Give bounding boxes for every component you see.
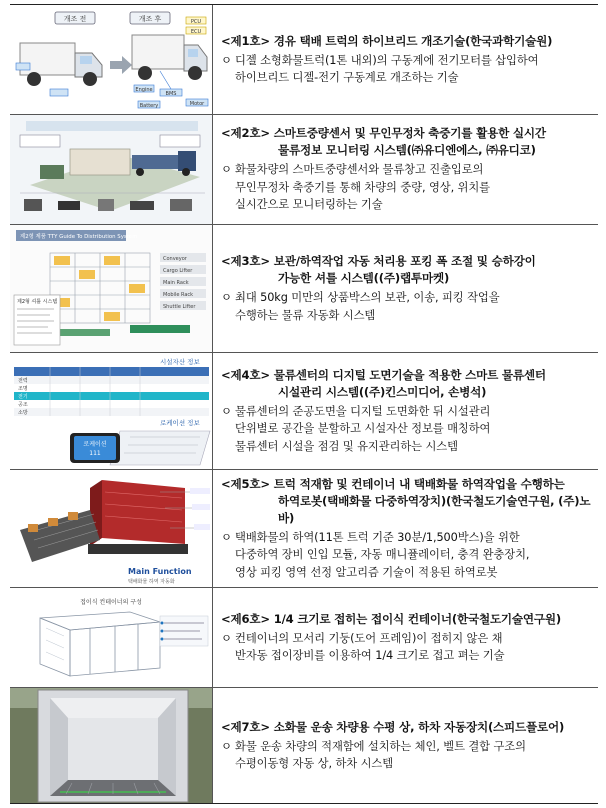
item-title: <제6호> 1/4 크기로 접히는 접이식 컨테이너(한국철도기술연구원): [221, 611, 562, 626]
item-title: <제7호> 소화물 운송 차량용 수평 상, 하차 자동장치(스피드플로어): [221, 719, 565, 734]
label-after: 개조 후: [138, 15, 162, 23]
item-title: <제2호> 스마트중량센서 및 무인무정차 축중기를 활용한 실시간 물류정보 모니터링 시스템(㈜유디엔에스, ㈜유디코): [221, 126, 546, 158]
svg-text:PCU: PCU: [190, 19, 202, 25]
svg-text:접이식 컨테이너의 구성: 접이식 컨테이너의 구성: [80, 599, 142, 606]
item-description: ㅇ 물류센터의 준공도면을 디지털 도면화한 뒤 시설관리 단위별로 공간을 분할하고 시설자산 정보를 매칭하여 물류센터 시설을 점검 및 유지관리하는 시스템: [221, 404, 491, 453]
hybrid-truck-image: [10, 5, 213, 114]
svg-text:ECU: ECU: [190, 29, 202, 35]
item-description: ㅇ 화물 운송 차량의 적재함에 설치하는 체인, 벨트 결합 구조의 수평이동형 자동 상, 하차 시스템: [221, 739, 526, 770]
svg-text:BMS: BMS: [165, 91, 177, 97]
item-title: <제4호> 물류센터의 디지털 도면기술을 적용한 스마트 물류센터 시설관리 시스템((주)킨스미디어, 손병석): [221, 367, 546, 399]
table-row: [10, 688, 598, 803]
item-description: ㅇ 최대 50kg 미만의 상품박스의 보관, 이송, 피킹 작업을 수행하는 물류 자동화 시스템: [221, 291, 500, 322]
svg-text:전기: 전기: [18, 394, 28, 400]
label-before: 개조 전: [63, 15, 87, 23]
shuttle-system-image: [10, 225, 213, 352]
item-text: [221, 353, 594, 469]
item-title: <제5호> 트럭 적재함 및 컨테이너 내 택배화물 하역작업을 수행하는 하역로봇(택배화물 다중하역장치)(한국철도기술연구원, (주)노바): [221, 476, 591, 525]
table-row: [10, 353, 598, 470]
svg-text:Engine: Engine: [135, 87, 153, 93]
folding-container-image: [10, 588, 213, 687]
svg-text:로케이션 정보: 로케이션 정보: [160, 419, 200, 427]
svg-text:제2형 셔틀 시스템: 제2형 셔틀 시스템: [17, 299, 58, 305]
svg-text:111: 111: [89, 450, 101, 457]
svg-text:Main Rack: Main Rack: [163, 280, 189, 286]
svg-text:소방: 소방: [18, 410, 28, 416]
facility-management-image: [10, 353, 213, 469]
svg-text:공조: 공조: [18, 402, 28, 408]
table-row: [10, 115, 598, 225]
svg-text:로케이션: 로케이션: [83, 441, 107, 448]
table-row: [10, 225, 598, 353]
item-text: [221, 470, 594, 587]
item-text: [221, 115, 594, 224]
svg-text:전력: 전력: [18, 378, 28, 384]
table-row: [10, 588, 598, 688]
weight-sensor-image: [10, 115, 213, 224]
item-description: ㅇ 화물차량의 스마트중량센서와 물류창고 진출입로의 무인무정차 축중기를 통해 차량의 중량, 영상, 위치를 실시간으로 모니터링하는 기술: [221, 163, 490, 212]
svg-text:택배화물 하역 자동화: 택배화물 하역 자동화: [128, 579, 175, 585]
svg-text:Main Function: Main Function: [128, 567, 192, 576]
svg-text:Conveyor: Conveyor: [163, 256, 187, 262]
item-description: ㅇ 컨테이너의 모서리 기둥(도어 프레임)이 접히지 않은 채 반자동 접이장비를 이용하여 1/4 크기로 접고 펴는 기술: [221, 631, 505, 662]
item-title: <제1호> 경유 택배 트럭의 하이브리드 개조기술(한국과학기술원): [221, 33, 553, 48]
unloading-robot-image: [10, 470, 213, 587]
item-text: [221, 5, 594, 114]
svg-text:Cargo Lifter: Cargo Lifter: [163, 268, 193, 274]
svg-text:제2형 제품 TTY Guide To Distributi: 제2형 제품 TTY Guide To Distribution System: [20, 234, 138, 240]
item-text: [221, 688, 594, 803]
svg-text:Motor: Motor: [189, 101, 205, 107]
svg-text:조명: 조명: [18, 386, 28, 392]
item-description: ㅇ 택배화물의 하역(11톤 트럭 기준 30분/1,500박스)을 위한 다중하역 장비 인입 모듈, 자동 매니퓰레이터, 충격 완충장치, 영상 피킹 영역 선정 알고리즘 기술이 적용된 하역로봇: [221, 530, 530, 579]
svg-text:Battery: Battery: [139, 103, 159, 109]
table-row: [10, 5, 598, 115]
technology-table: [10, 4, 598, 804]
item-text: [221, 588, 594, 687]
item-title: <제3호> 보관/하역작업 자동 처리용 포킹 폭 조절 및 승하강이 가능한 셔틀 시스템((주)랩투마켓): [221, 254, 536, 285]
svg-text:시설자산 정보: 시설자산 정보: [160, 358, 200, 366]
svg-text:Shuttle Lifter: Shuttle Lifter: [163, 304, 196, 310]
item-description: ㅇ 디젤 소형화물트럭(1톤 내외)의 구동계에 전기모터를 삽입하여 하이브리드 디젤-전기 구동계로 개조하는 기술: [221, 53, 539, 84]
speed-floor-image: [10, 688, 213, 803]
table-row: [10, 470, 598, 588]
svg-text:Mobile Rack: Mobile Rack: [163, 292, 194, 298]
item-text: [221, 225, 594, 352]
